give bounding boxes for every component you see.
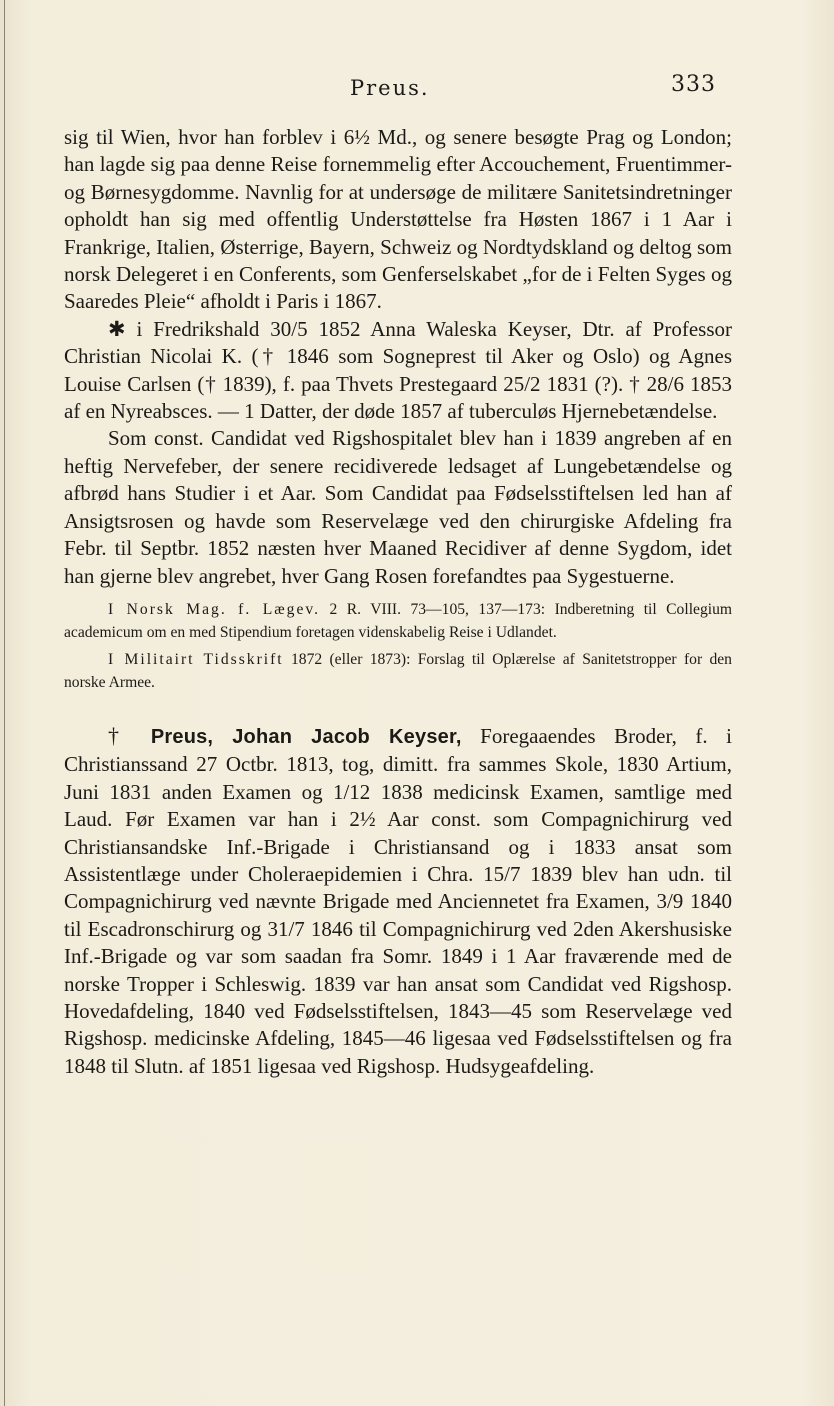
- reference-text: 2 R. VIII. 73—105, 137—173: Indberetning til Collegium academicum om en med Stipendium foretagen videnskabelig Reise i Udlandet.: [64, 600, 732, 641]
- paragraph-illness: Som const. Candidat ved Rigshospitalet blev han i 1839 angreben af en heftig Nervefeber, der senere recidiverede ledsaget af Lungebetændelse og afbrød hans Studier i et Aar. Som Candidat paa Fødselsstiftelsen led han af Ansigtsrosen og havde som Reservelæge ved den chirurgiske Afdeling fra Febr. til Septbr. 1852 næsten hver Maaned Recidiver af denne Sygdom, idet han gjerne blev angrebet, hver Gang Rosen forefandtes paa Sygestuerne.: [64, 426, 732, 588]
- reference-source: I Militairt Tidsskrift: [108, 650, 284, 668]
- page-edge-line: [4, 0, 5, 1406]
- reference-source: I Norsk Mag. f. Lægev.: [108, 600, 321, 618]
- body-text: [64, 124, 732, 1080]
- section-gap: [64, 694, 732, 722]
- reference-item: [64, 648, 732, 694]
- reference-item: [64, 598, 732, 644]
- paragraph-marriage: ✱ i Fredrikshald 30/5 1852 Anna Waleska Keyser, Dtr. af Professor Christian Nicolai K. († 1846 som Sogneprest til Aker og Oslo) og Agnes Louise Carlsen († 1839), f. paa Thvets Prestegaard 25/2 1831 (?). † 28/6 1853 af en Nyreabsces. — 1 Datter, der døde 1857 af tuberculøs Hjernebetændelse.: [64, 316, 732, 424]
- entry-preus-johan-jacob-keyser: [64, 722, 732, 1080]
- entry-text: Foregaaendes Broder, f. i Christianssand 27 Octbr. 1813, tog, dimitt. fra sammes Skole, 1830 Artium, Juni 1831 anden Examen og 1/12 1838 medicinsk Examen, samtlige med Laud. Før Examen var han i 2½ Aar const. som Compagnichirurg ved Christiansandske Inf.-Brigade i Christiansand og i 1833 ansat som Assistentlæge under Choleraepidemien i Chra. 15/7 1839 blev han udn. til Compagnichirurg ved nævnte Brigade med Anciennetet fra Examen, 3/9 1840 til Escadronschirurg og 31/7 1846 til Compagnichirurg ved 2den Akershusiske Inf.-Brigade og var som saadan fra Somr. 1849 i 1 Aar fraværende med de norske Tropper i Schleswig. 1839 var han ansat som Candidat ved Rigshosp. Hovedafdeling, 1840 ved Fødselsstiftelsen, 1843—45 som Reservelæge ved Rigshosp. medicinske Afdeling, 1845—46 ligesaa ved Fødselsstiftelsen og fra 1848 til Slutn. af 1851 ligesaa ved Rigshosp. Hudsygeafdeling.: [64, 723, 733, 1078]
- dagger-symbol: †: [108, 722, 133, 748]
- running-head: Preus.: [350, 76, 430, 100]
- reference-text: 1872 (eller 1873): Forslag til Oplærelse af Sanitetstropper for den norske Armee.: [64, 650, 732, 691]
- page-number: 333: [671, 72, 716, 97]
- entry-headword: Preus, Johan Jacob Keyser,: [150, 725, 462, 748]
- page-header: [0, 72, 834, 106]
- paragraph-travel: sig til Wien, hvor han forblev i 6½ Md., og senere besøgte Prag og London; han lagde sig paa denne Reise fornemmelig efter Accouchement, Fruentimmer- og Børnesygdomme. Navnlig for at undersøge de militære Sanitetsindretninger opholdt han sig med offentlig Understøttelse fra Høsten 1867 i 1 Aar i Frankrige, Italien, Østerrige, Bayern, Schweiz og Nordtydskland og deltog som norsk Delegeret i en Conferents, som Genferselskabet „for de i Felten Syges og Saaredes Pleie“ afholdt i Paris i 1867.: [64, 125, 732, 314]
